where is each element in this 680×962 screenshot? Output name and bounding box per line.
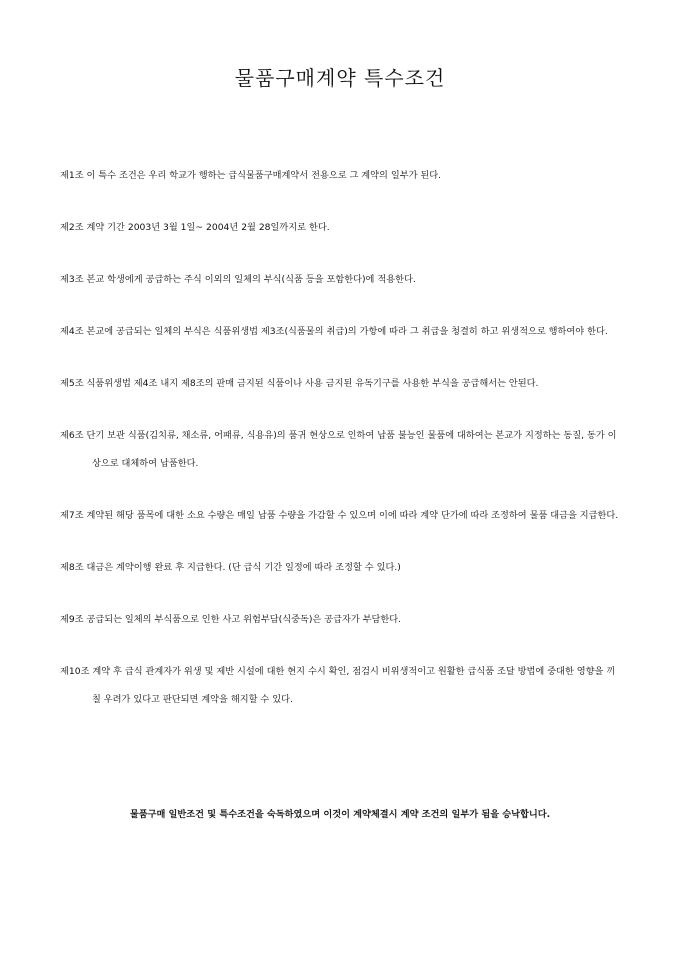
article-7: 제7조 계약된 해당 품목에 대한 소요 수량은 매일 납품 수량을 가감할 수 있으며 이에 따라 계약 단가에 따라 조정하여 물품 대금을 지급한다. — [60, 510, 619, 521]
article-10: 제10조 계약 후 급식 관계자가 위생 및 제반 시설에 대한 현지 수시 확인, 점검시 비위생적이고 원활한 급식품 조달 방법에 중대한 영향을 끼칠 우려가 있다고 판단되면 계약을 해지할 수 있다. — [60, 666, 616, 705]
closing-statement: 물품구매 일반조건 및 특수조건을 숙독하였으며 이것이 계약체결시 계약 조건의 일부가 됨을 승낙합니다. — [129, 809, 551, 820]
article-2: 제2조 계약 기간 2003년 3월 1일~ 2004년 2월 28일까지로 한다. — [60, 222, 330, 233]
article-4: 제4조 본교에 공급되는 일체의 부식은 식품위생법 제3조(식품물의 취급)의 가항에 따라 그 취급을 청결히 하고 위생적으로 행하여야 한다. — [60, 326, 608, 337]
article-list — [60, 162, 620, 738]
article-1: 제1조 이 특수 조건은 우리 학교가 행하는 급식물품구매계약서 전용으로 그 계약의 일부가 된다. — [60, 170, 442, 181]
article-5: 제5조 식품위생법 제4조 내지 제8조의 판매 금지된 식품이나 사용 금지된 유독기구를 사용한 부식을 공급해서는 안된다. — [60, 378, 539, 389]
document-title: 물품구매계약 특수조건 — [234, 66, 446, 90]
article-3: 제3조 본교 학생에게 공급하는 주식 이외의 일체의 부식(식품 등을 포함한다)에 적용한다. — [60, 274, 416, 285]
article-6: 제6조 단기 보관 식품(김치류, 채소류, 어패류, 식용유)의 품귀 현상으로 인하여 납품 불능인 물품에 대하여는 본교가 지정하는 동질, 동가 이상으로 대체하여 납품한다. — [60, 430, 617, 469]
article-8: 제8조 대금은 계약이행 완료 후 지급한다. (단 급식 기간 일정에 따라 조정할 수 있다.) — [60, 562, 401, 573]
article-9: 제9조 공급되는 일체의 부식품으로 인한 사고 위험부담(식중독)은 공급자가 부담한다. — [60, 614, 402, 625]
